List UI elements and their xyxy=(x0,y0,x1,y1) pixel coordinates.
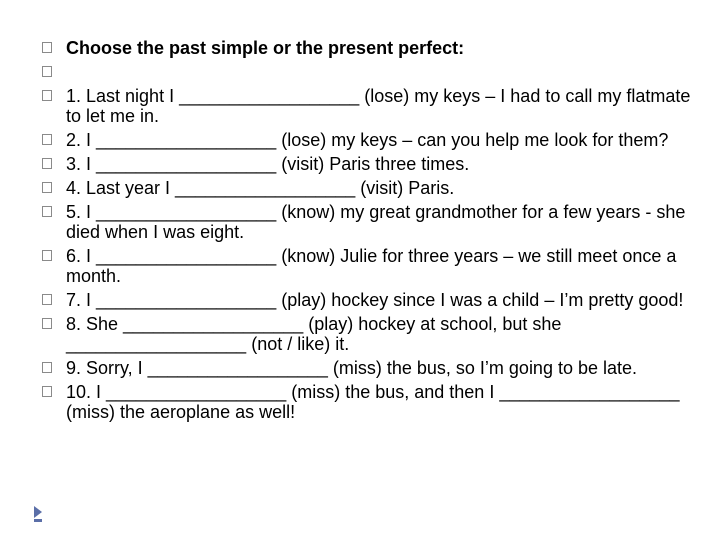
exercise-item-text: 5. I __________________ (know) my great grandmother for a few years - she died when I was eight. xyxy=(66,202,686,242)
bullet-box-icon xyxy=(42,206,52,217)
exercise-instructions xyxy=(40,38,700,58)
empty-list-item xyxy=(40,62,700,82)
exercise-item-text: 9. Sorry, I __________________ (miss) the bus, so I’m going to be late. xyxy=(66,358,638,378)
exercise-item-text: 7. I __________________ (play) hockey since I was a child – I’m pretty good! xyxy=(66,290,684,310)
exercise-item-text: 3. I __________________ (visit) Paris three times. xyxy=(66,154,470,174)
exercise-item-text: 10. I __________________ (miss) the bus, and then I __________________ (miss) the aeroplane as well! xyxy=(66,382,680,422)
exercise-item-text: 2. I __________________ (lose) my keys – can you help me look for them? xyxy=(66,130,669,150)
exercise-item xyxy=(40,358,700,378)
exercise-item xyxy=(40,130,700,150)
exercise-item xyxy=(40,154,700,174)
bullet-box-icon xyxy=(42,90,52,101)
instructions-text: Choose the past simple or the present perfect: xyxy=(66,38,465,58)
exercise-list xyxy=(40,38,700,426)
slide-nav-arrow-icon[interactable] xyxy=(34,506,42,518)
exercise-item xyxy=(40,202,700,242)
bullet-box-icon xyxy=(42,386,52,397)
bullet-box-icon xyxy=(42,362,52,373)
bullet-box-icon xyxy=(42,134,52,145)
exercise-item xyxy=(40,314,700,354)
bullet-box-icon xyxy=(42,66,52,77)
exercise-item xyxy=(40,246,700,286)
exercise-item xyxy=(40,178,700,198)
bullet-box-icon xyxy=(42,294,52,305)
exercise-item xyxy=(40,86,700,126)
bullet-box-icon xyxy=(42,182,52,193)
exercise-item-text: 8. She __________________ (play) hockey at school, but she __________________ (not / like) it. xyxy=(66,314,562,354)
exercise-item-text: 4. Last year I __________________ (visit) Paris. xyxy=(66,178,455,198)
bullet-box-icon xyxy=(42,158,52,169)
bullet-box-icon xyxy=(42,318,52,329)
bullet-box-icon xyxy=(42,250,52,261)
exercise-item-text: 1. Last night I __________________ (lose) my keys – I had to call my flatmate to let me in. xyxy=(66,86,691,126)
exercise-item xyxy=(40,382,700,422)
exercise-item-text: 6. I __________________ (know) Julie for three years – we still meet once a month. xyxy=(66,246,677,286)
bullet-box-icon xyxy=(42,42,52,53)
exercise-item xyxy=(40,290,700,310)
